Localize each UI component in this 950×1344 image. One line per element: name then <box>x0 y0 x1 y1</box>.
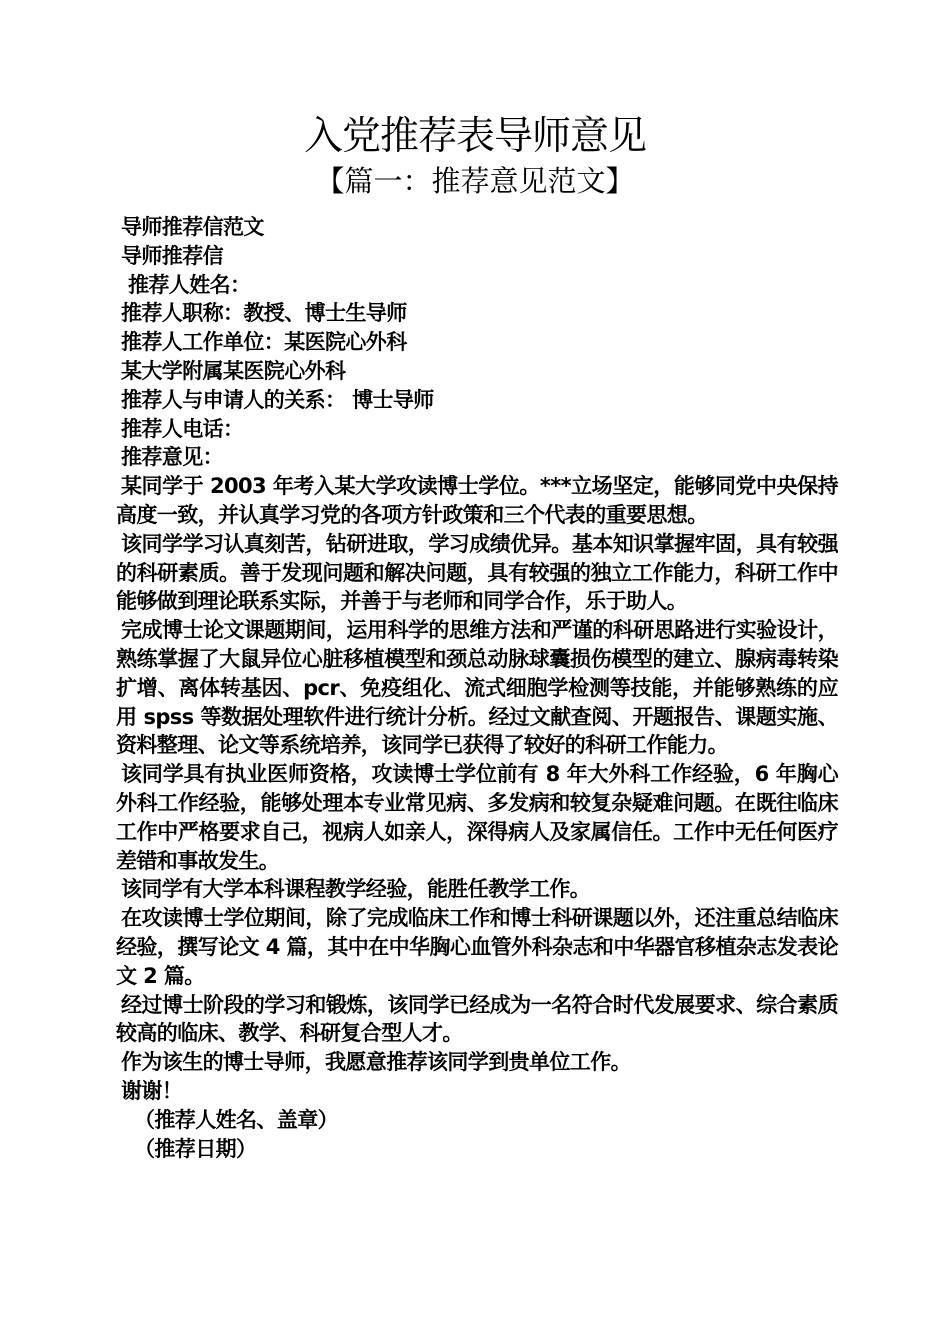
paragraph-research: 完成博士论文课题期间，运用科学的思维方法和严谨的科研思路进行实验设计，熟练掌握了大鼠异位心脏移植模型和颈总动脉球囊损伤模型的建立、腺病毒转染扩增、离体转基因、pcr、免疫组化、流式细胞学检测等技能，并能够熟练的应用 spss 等数据处理软件进行统计分析。经过文献查阅、开题报告、课题实施、资料整理、论文等系统培养，该同学已获得了较好的科研工作能力。 <box>116 618 838 758</box>
document-title: 入党推荐表导师意见 <box>303 114 646 159</box>
paragraph-clinical: 该同学具有执业医师资格，攻读博士学位前有 8 年大外科工作经验，6 年胸心外科工作经验，能够处理本专业常见病、多发病和较复杂疑难问题。在既往临床工作中严格要求自己，视病人如亲人，深得病人及家属信任。工作中无任何医疗差错和事故发生。 <box>116 762 838 873</box>
paragraph-summary: 经过博士阶段的学习和锻炼，该同学已经成为一名符合时代发展要求、综合素质较高的临床、教学、科研复合型人才。 <box>116 992 838 1046</box>
field-recommender-unit-full: 某大学附属某医院心外科 <box>121 358 346 383</box>
paragraph-recommendation: 作为该生的博士导师，我愿意推荐该同学到贵单位工作。 <box>121 1050 631 1075</box>
paragraph-admission: 某同学于 2003 年考入某大学攻读博士学位。***立场坚定，能够同党中央保持高度一致，并认真学习党的各项方针政策和三个代表的重要思想。 <box>116 474 838 527</box>
field-relationship: 推荐人与申请人的关系： 博士导师 <box>121 387 434 412</box>
field-opinion-label: 推荐意见： <box>121 445 223 470</box>
paragraph-study: 该同学学习认真刻苦，钻研进取，学习成绩优异。基本知识掌握牢固，具有较强的科研素质。善于发现问题和解决问题，具有较强的独立工作能力，科研工作中能够做到理论联系实际，并善于与老师和同学合作，乐于助人。 <box>116 531 838 614</box>
heading-letter: 导师推荐信 <box>121 243 223 268</box>
document-subtitle: 【篇一：推荐意见范文】 <box>315 164 635 198</box>
field-recommender-name: 推荐人姓名： <box>128 272 251 297</box>
heading-letter-sample: 导师推荐信范文 <box>121 215 264 239</box>
field-recommender-title: 推荐人职称：教授、博士生导师 <box>121 301 407 326</box>
signature-line: （推荐人姓名、盖章） <box>134 1107 338 1132</box>
document-body <box>116 213 838 1163</box>
date-line: （推荐日期） <box>134 1136 257 1161</box>
field-phone: 推荐人电话： <box>121 416 244 441</box>
thanks-line: 谢谢！ <box>121 1078 183 1103</box>
field-recommender-unit: 推荐人工作单位：某医院心外科 <box>121 330 407 355</box>
paragraph-teaching: 该同学有大学本科课程教学经验，能胜任教学工作。 <box>121 877 591 902</box>
paragraph-publications: 在攻读博士学位期间，除了完成临床工作和博士科研课题以外，还注重总结临床经验，撰写论文 4 篇，其中在中华胸心血管外科杂志和中华器官移植杂志发表论文 2 篇。 <box>116 906 838 988</box>
